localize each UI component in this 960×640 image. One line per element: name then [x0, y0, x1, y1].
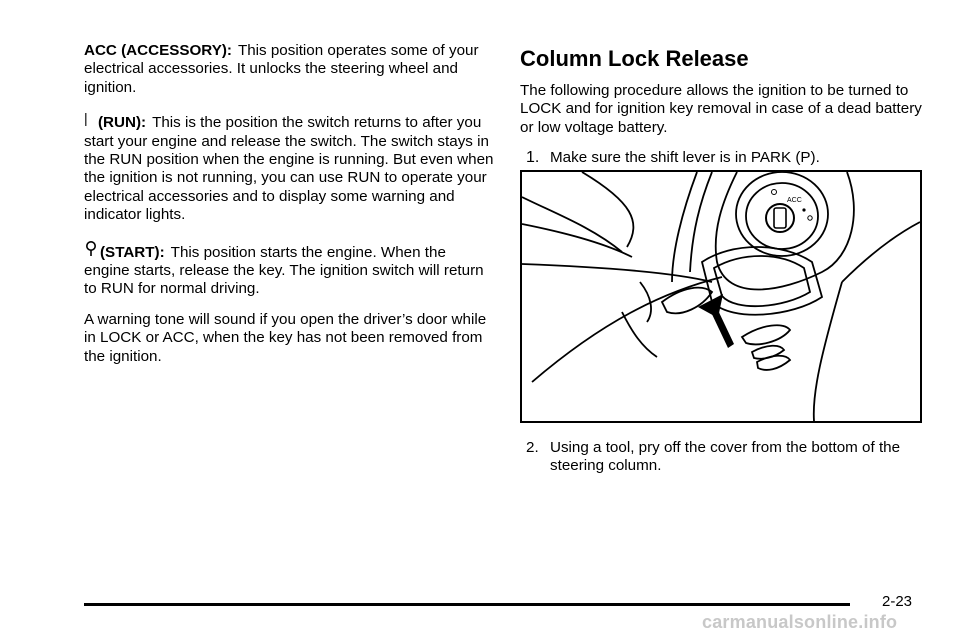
right-column [520, 42, 925, 168]
run-paragraph [84, 110, 494, 224]
section-heading: Column Lock Release [520, 46, 749, 71]
warning-paragraph: A warning tone will sound if you open the driver’s door while in LOCK or ACC, when the key has not been removed from the ignition. [84, 310, 487, 365]
figure-acc-label: ACC [787, 197, 802, 204]
step-2-block [520, 439, 925, 476]
step-1 [526, 149, 925, 167]
start-key-icon [84, 241, 98, 257]
page-number: 2-23 [882, 593, 913, 610]
run-term: (RUN): [98, 114, 147, 132]
step-2 [526, 439, 925, 476]
step-2-text: Using a tool, pry off the cover from the bottom of the steering column. [550, 439, 901, 475]
ignition-drawing [522, 172, 920, 421]
footer-rule [84, 603, 850, 606]
intro-paragraph: The following procedure allows the ignition to be turned to LOCK and for ignition key removal in case of a dead battery or low voltage battery. [520, 82, 922, 136]
watermark: carmanualsonline.info [702, 612, 898, 632]
start-paragraph [84, 241, 494, 299]
step-2-number: 2. [526, 439, 539, 456]
start-position-icon [84, 241, 100, 262]
acc-text: This position operates some of your electrical accessories. It unlocks the steering wheel and ignition. [84, 42, 479, 96]
step-1-number: 1. [526, 149, 540, 167]
start-text: This position starts the engine. When the engine starts, release the key. The ignition switch will return to RUN for normal driving. [84, 243, 484, 298]
column-lock-illustration [520, 170, 922, 423]
acc-paragraph [84, 42, 494, 97]
run-position-icon: | [84, 110, 88, 127]
step-1-text: Make sure the shift lever is in PARK (P). [550, 149, 820, 167]
start-term: (START): [100, 243, 165, 261]
acc-term: ACC (ACCESSORY): [84, 42, 232, 59]
left-column [84, 42, 494, 378]
run-text: This is the position the switch returns to after you start your engine and release the switch. The switch stays in the RUN position when the engine is running. But even when the ignition is not running, you can use RUN to operate your electrical accessories and to display some warning and indicator lights. [84, 114, 494, 224]
